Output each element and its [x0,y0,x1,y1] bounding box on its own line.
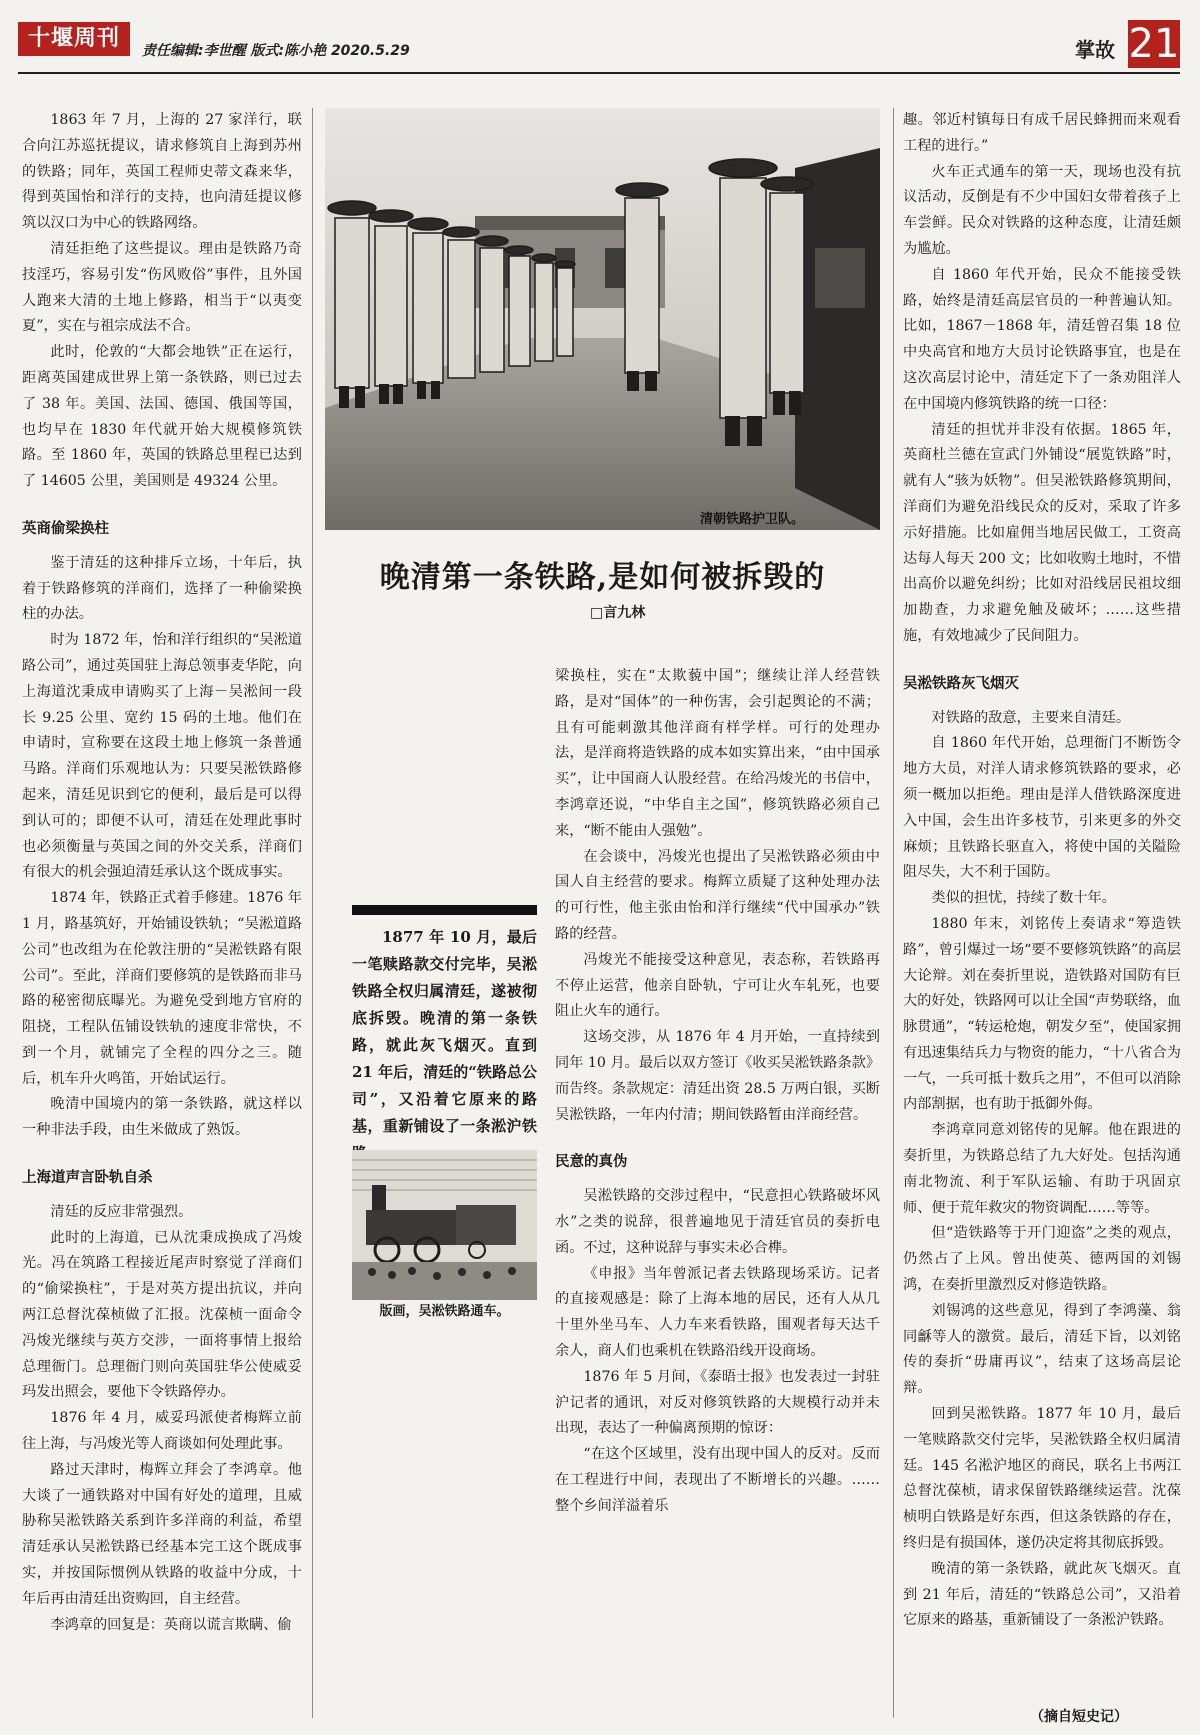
paragraph: 1876 年 5 月间，《泰晤士报》也发表过一封驻沪记者的通讯，对反对修筑铁路的大规模行动并未出现，表达了一种偏离预期的惊讶： [555,1368,880,1437]
paragraph: 吴淞铁路的交涉过程中，“民意担心铁路破坏风水”之类的说辞，很普遍地见于清廷官员的奏折电函。不过，这种说辞与事实未必合榫。 [555,1188,880,1256]
engraving-image [352,1150,537,1300]
paragraph: 1863 年 7 月，上海的 27 家洋行，联合向江苏巡抚提议，请求修筑自上海到苏州的铁路；同年，英国工程师史蒂文森来华，得到英国怡和洋行的支持，也向清廷提议修筑以汉口为中心的铁路网络。 [22,112,302,232]
column-3 [903,108,1181,1634]
subheading: 吴淞铁路灰飞烟灭 [903,675,1019,692]
paragraph: 梁换柱，实在“太欺藐中国”；继续让洋人经营铁路，是对“国体”的一种伤害，会引起舆论的不满；且有可能刺激其他洋商有样学样。可行的处理办法，是洋商将造铁路的成本如实算出来，“由中国承买”，让中国商人认股经营。在给冯焌光的书信中，李鸿章还说，“中华自主之国”，修筑铁路必须自己来，“断不能由人强勉”。 [555,668,880,839]
header-rule [18,72,1180,74]
paragraph: 这场交涉，从 1876 年 4 月开始，一直持续到同年 10 月。最后以双方签订《收买吴淞铁路条款》而告终。条款规定：清廷出资 28.5 万两白银，买断吴淞铁路，一年内付清；期间铁路暂由洋商经营。 [555,1029,881,1123]
paragraph: 《申报》当年曾派记者去铁路现场采访。记者的直接观感是：除了上海本地的居民，还有人从几十里外坐马车、人力车来看铁路，围观者每天达千余人，商人们也乘机在铁路沿线开设商场。 [555,1265,880,1359]
section-name: 掌故 [1075,38,1115,62]
article-title: 晚清第一条铁路,是如何被拆毁的 [379,560,826,595]
paragraph: 路过天津时，梅辉立拜会了李鸿章。他大谈了一通铁路对中国有好处的道理，且威胁称吴淞铁路关系到许多洋商的利益，希望清廷承认吴淞铁路已经基本完工这个既成事实，并按国际惯例从铁路的收益中分成，十年后再由清廷出资购回，自主经营。 [22,1461,302,1607]
subheading: 上海道声言卧轨自杀 [22,1170,153,1187]
paragraph: 此时，伦敦的“大都会地铁”正在运行，距离英国建成世界上第一条铁路，则已过去了 38 年。美国、法国、德国、俄国等国，也均早在 1830 年代就开始大规模修筑铁路。至 1860 年，英国的铁路总里程已达到了 14605 公里，美国则是 49324 公里。 [22,344,302,490]
masthead-logo: 十堰周刊 [18,22,130,56]
photo-caption: 清朝铁路护卫队。 [700,512,805,527]
paragraph: 清廷拒绝了这些提议。理由是铁路乃奇技淫巧，容易引发“伤风败俗”事件，且外国人跑来大清的土地上修路，相当于“以夷变夏”，实在与祖宗成法不合。 [22,240,302,335]
paragraph: 对铁路的敌意，主要来自清廷。 [931,709,1131,726]
paragraph: 火车正式通车的第一天，现场也没有抗议活动，反倒是有不少中国妇女带着孩子上车尝鲜。民众对铁路的这种态度，让清廷颇为尴尬。 [903,163,1181,257]
paragraph: 鉴于清廷的这种排斥立场，十年后，执着于铁路修筑的洋商们，选择了一种偷梁换柱的办法。 [22,554,302,623]
source-note: （摘自短史记） [1030,1709,1128,1725]
paragraph: 但“造铁路等于开门迎盗”之类的观点，仍然占了上风。曾出使英、德两国的刘锡鸿，在奏折里激烈反对修造铁路。 [903,1225,1181,1294]
engraving-caption: 版画，吴淞铁路通车。 [379,1304,510,1319]
paragraph: 刘锡鸿的这些意见，得到了李鸿藻、翁同龢等人的激赏。最后，清廷下旨，以刘铭传的奏折“毋庸再议”，结束了这场高层论辩。 [903,1302,1181,1397]
pull-quote-rule [352,905,537,915]
column-1 [22,108,302,1638]
paragraph: 回到吴淞铁路。1877 年 10 月，最后一笔赎路款交付完毕，吴淞铁路全权归属清廷。145 名淞沪地区的商民，联名上书两江总督沈葆桢，请求保留铁路继续运营。沈葆桢明白铁路是好东西，但这条铁路的存在，终归是有损国体，遂仍决定将其彻底拆毁。 [903,1406,1181,1552]
paragraph: 冯焌光不能接受这种意见，表态称，若铁路再不停止运营，他亲自卧轨，宁可让火车轧死，也要阻止火车的通行。 [555,951,880,1020]
paragraph: 自 1860 年代开始，民众不能接受铁路，始终是清廷高层官员的一种普遍认知。比如，1867－1868 年，清廷曾召集 18 位中央高官和地方大员讨论铁路事宜，也是在这次高层讨论中，清廷定下了一条劝阻洋人在中国境内修筑铁路的统一口径： [903,266,1181,412]
paragraph: “在这个区域里，没有出现中国人的反对。反而在工程进行中间，表现出了不断增长的兴趣。……整个乡间洋溢着乐 [555,1446,880,1514]
paragraph: 李鸿章同意刘铭传的见解。他在跟进的奏折里，为铁路总结了九大好处。包括沟通南北物流、利于军队运输、有助于巩固京师、便于荒年救灾的物资调配……等等。 [903,1122,1181,1216]
column-divider [893,108,894,1718]
paragraph: 此时的上海道，已从沈秉成换成了冯焌光。冯在筑路工程接近尾声时察觉了洋商们的“偷梁换柱”，于是对英方提出抗议，并向两江总督沈葆桢做了汇报。沈葆桢一面命令冯焌光继续与英方交涉，一面将事情上报给总理衙门。总理衙门则向英国驻华公使威妥玛发出照会，要他下令铁路停办。 [22,1229,302,1401]
column-divider [312,108,313,1718]
editor-line: 责任编辑:李世醒 版式:陈小艳 2020.5.29 [142,43,410,59]
paragraph: 清廷的反应非常强烈。 [50,1203,193,1220]
pull-quote [352,924,537,1167]
paragraph: 李鸿章的回复是：英商以谎言欺瞒、偷 [50,1616,292,1633]
paragraph: 类似的担忧，持续了数十年。 [931,890,1116,907]
paragraph: 晚清的第一条铁路，就此灰飞烟灭。直到 21 年后，清廷的“铁路总公司”，又沿着它原来的路基，重新铺设了一条淞沪铁路。 [903,1560,1181,1629]
guard-photo [325,108,880,530]
paragraph: 自 1860 年代开始，总理衙门不断饬令地方大员，对洋人请求修筑铁路的要求，必须一概加以拒绝。理由是洋人借铁路深度进入中国，会生出许多枝节，引来更多的外交麻烦；且铁路长驱直入，将使中国的关隘险阻尽失，大不利于国防。 [903,735,1181,881]
column-2 [555,664,880,1520]
paragraph: 1874 年，铁路正式着手修建。1876 年 1 月，路基筑好，开始铺设铁轨；“吴淞道路公司”也改组为在伦敦注册的“吴淞铁路有限公司”。至此，洋商们要修筑的是铁路而非马路的秘密彻底曝光。为避免受到地方官府的阻挠，工程队伍铺设铁轨的速度非常快，不到一个月，就铺完了全程的四分之三。随后，机车升火鸣笛，开始试运行。 [22,890,302,1087]
paragraph: 趣。邻近村镇每日有成千居民蜂拥而来观看工程的进行。” [903,112,1181,154]
subheading: 民意的真伪 [555,1154,628,1171]
paragraph: 在会谈中，冯焌光也提出了吴淞铁路必须由中国人自主经营的要求。梅辉立质疑了这种处理办法的可行性，他主张由怡和洋行继续“代中国承办”铁路的经营。 [555,848,880,942]
paragraph: 1876 年 4 月，威妥玛派使者梅辉立前往上海，与冯焌光等人商谈如何处理此事。 [22,1410,302,1453]
subheading: 英商偷梁换柱 [22,520,109,537]
byline: □言九林 [590,605,646,621]
paragraph: 晚清中国境内的第一条铁路，就这样以一种非法手段，由生米做成了熟饭。 [22,1096,302,1139]
pull-quote-text: 1877 年 10 月，最后一笔赎路款交付完毕，吴淞铁路全权归属清廷，遂被彻底拆毁。晚清的第一条铁路，就此灰飞烟灭。直到 21 年后，清廷的“铁路总公司”，又沿着它原来的路基，重新铺设了一条淞沪铁 [352,928,537,1135]
paragraph: 清廷的担忧并非没有依据。1865 年，英商杜兰德在宣武门外铺设“展览铁路”时，就有人“骇为妖物”。但吴淞铁路修筑期间，洋商们为避免沿线民众的反对，采取了许多示好措施。比如雇佣当地居民做工，工资高达每人每天 200 文；比如收购土地时，不惜出高价以避免纠纷；比如对沿线居民祖坟细加勘查，力求避免触及破坏；……这些措施，有效地减少了民间阻力。 [903,421,1181,644]
paragraph: 时为 1872 年，怡和洋行组织的“吴淞道路公司”，通过英国驻上海总领事麦华陀，向上海道沈秉成申请购买了上海－吴淞间一段长 9.25 公里、宽约 15 码的土地。他们在申请时，宣称要在这段土地上修筑一条普通马路。洋商们乐观地认为：只要吴淞铁路修起来，清廷见识到它的便利，最后是可以得到认可的；即便不认可，清廷在处理此事时也必须衡量与英国之间的外交关系，洋商们有很大的机会强迫清廷承认这个既成事实。 [22,632,302,881]
paragraph: 1880 年末，刘铭传上奏请求“筹造铁路”，曾引爆过一场“要不要修筑铁路”的高层大论辩。刘在奏折里说，造铁路对国防有巨大的好处，铁路网可以让全国“声势联络，血脉贯通”，“转运枪炮，朝发夕至”，使国家拥有迅速集结兵力与物资的能力，“十八省合为一气，一兵可抵十数兵之用”，不但可以消除内部割据，也有助于抵御外侮。 [903,915,1181,1113]
page-number: 21 [1128,21,1180,67]
